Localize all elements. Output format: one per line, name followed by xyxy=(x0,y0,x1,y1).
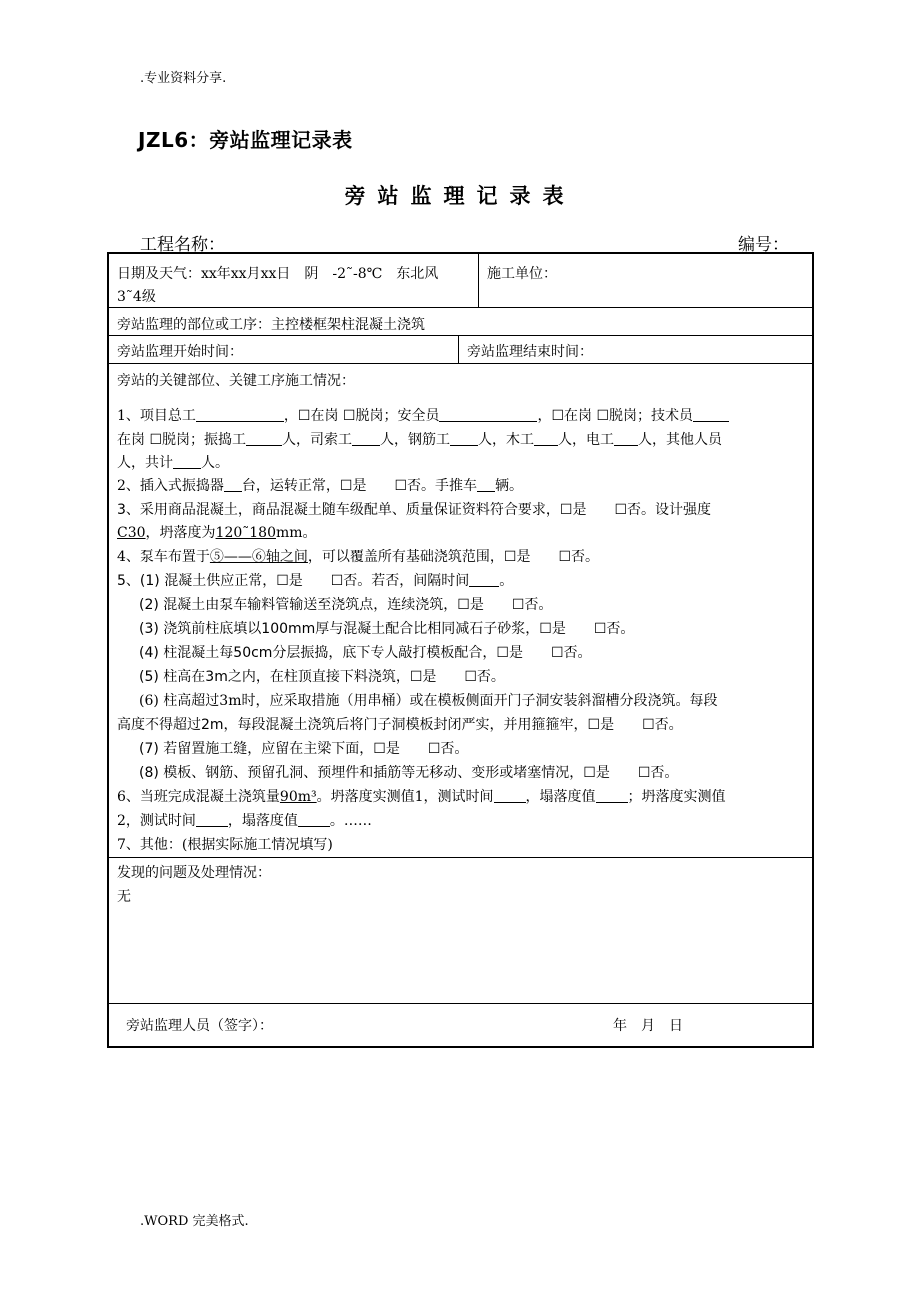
slump-range-value[interactable]: 120˜180 xyxy=(215,525,276,541)
item-5-3: (3) 浇筑前柱底填以100mm厚与混凝土配合比相同减石子砂浆，☐是 ☐否。 xyxy=(139,621,635,637)
item-3-mid: ，坍落度为 xyxy=(145,525,216,541)
item-6-text-b: 。坍落度实测值1，测试时间 xyxy=(316,789,494,805)
item-6-line-2-a: 2，测试时间 xyxy=(117,813,196,829)
item-1-text: 1、项目总工 xyxy=(117,408,196,424)
item-4 xyxy=(117,546,599,566)
item-3-unit: mm。 xyxy=(275,525,317,541)
sign-date-label: 年 月 日 xyxy=(613,1018,683,1034)
item-1-line-3 xyxy=(117,452,229,472)
form-title: 旁站监理记录表 xyxy=(344,183,576,208)
supervised-part-text: 旁站监理的部位或工序：主控楼框架柱混凝土浇筑 xyxy=(117,317,425,333)
slump-value-2-blank[interactable] xyxy=(298,812,330,827)
item-3-line-1: 3、采用商品混凝土，商品混凝土随车级配单、质量保证资料符合要求，☐是 ☐否。设计强度 xyxy=(117,502,712,518)
document-heading: JZL6：旁站监理记录表 xyxy=(138,128,353,152)
carpenter-blank[interactable] xyxy=(534,431,558,446)
end-time-label: 旁站监理结束时间： xyxy=(467,344,593,360)
total-workers-blank[interactable] xyxy=(173,454,201,469)
end-time-cell[interactable] xyxy=(459,336,812,363)
pump-axis-value[interactable]: ⑤——⑥轴之间 xyxy=(209,549,308,565)
item-1-text-c: ，☐在岗 ☐脱岗；技术员 xyxy=(537,408,694,424)
item-5-1-end: 。 xyxy=(499,573,514,589)
item-5-6-line-2: 高度不得超过2m，每段混凝土浇筑后将门子洞模板封闭严实，并用箍箍牢，☐是 ☐否。 xyxy=(117,717,683,733)
item-6-line-2-c: 。…… xyxy=(329,813,372,829)
item-6-line-2 xyxy=(117,810,372,830)
signature-label: 旁站监理人员（签字）： xyxy=(126,1018,273,1034)
key-situation-section xyxy=(109,364,812,858)
item-1-line-2-f: 人，其他人员 xyxy=(638,432,723,448)
issues-value: 无 xyxy=(117,889,131,905)
key-situation-label: 旁站的关键部位、关键工序施工情况： xyxy=(117,373,355,389)
slump-value-1-blank[interactable] xyxy=(596,788,628,803)
item-5-4: (4) 柱混凝土每50cm分层振捣，底下专人敲打模板配合，☐是 ☐否。 xyxy=(139,645,592,661)
item-1-line-2-d: 人，木工 xyxy=(478,432,535,448)
signature-row[interactable] xyxy=(109,1004,812,1046)
vibrator-count-blank[interactable] xyxy=(224,477,242,492)
item-5-1 xyxy=(117,570,513,590)
design-strength-value[interactable]: C30 xyxy=(117,525,146,541)
test-time-1-blank[interactable] xyxy=(494,788,526,803)
item-5-1-text: 5、(1) 混凝土供应正常，☐是 ☐否。若否，间隔时间 xyxy=(117,573,470,589)
cart-count-blank[interactable] xyxy=(477,477,495,492)
item-1-line-2-e: 人，电工 xyxy=(558,432,615,448)
technician-blank[interactable] xyxy=(693,407,729,422)
item-1-line-2-a: 在岗 ☐脱岗；振捣工 xyxy=(117,432,247,448)
item-4-text: 4、泵车布置于 xyxy=(117,549,210,565)
issues-label: 发现的问题及处理情况： xyxy=(117,865,271,881)
project-name-label: 工程名称： xyxy=(140,235,225,255)
item-6-line-1 xyxy=(117,786,726,806)
start-time-cell[interactable] xyxy=(109,336,459,363)
header-note: .专业资料分享. xyxy=(140,71,227,86)
item-5-6-line-1: (6) 柱高超过3m时，应采取措施（用串桶）或在模板侧面开门子洞安装斜溜槽分段浇筑。每段 xyxy=(139,693,718,709)
time-row xyxy=(109,336,812,364)
supervision-record-form xyxy=(107,252,814,1048)
item-1-line-2-c: 人，钢筋工 xyxy=(380,432,451,448)
rebar-worker-blank[interactable] xyxy=(450,431,478,446)
item-6-text-c: ，塌落度值 xyxy=(525,789,596,805)
chief-engineer-blank[interactable] xyxy=(196,407,284,422)
vibrator-worker-blank[interactable] xyxy=(246,431,282,446)
item-1-text-b: ，☐在岗 ☐脱岗；安全员 xyxy=(283,408,440,424)
item-1-line-2 xyxy=(117,429,722,449)
item-1-line-3-a: 人，共计 xyxy=(117,455,173,471)
date-weather-text: 日期及天气：xx年xx月xx日 阴 -2˜-8℃ 东北风 xyxy=(117,266,439,282)
item-5-5: (5) 柱高在3m之内，在柱顶直接下料浇筑，☐是 ☐否。 xyxy=(139,669,505,685)
item-3-line-2 xyxy=(117,522,317,542)
footer-note: .WORD 完美格式. xyxy=(140,1214,249,1229)
item-6-line-2-b: ，塌落度值 xyxy=(227,813,298,829)
test-time-2-blank[interactable] xyxy=(196,812,228,827)
item-7: 7、其他：(根据实际施工情况填写) xyxy=(117,837,333,853)
supervised-part-row[interactable] xyxy=(109,308,812,336)
item-1-line-1 xyxy=(117,405,729,425)
pour-volume-value[interactable]: 90m³ xyxy=(279,789,317,805)
construction-unit-label: 施工单位： xyxy=(487,266,557,282)
start-time-label: 旁站监理开始时间： xyxy=(117,344,243,360)
interval-time-blank[interactable] xyxy=(469,572,499,587)
item-2 xyxy=(117,475,523,495)
item-5-2: (2) 混凝土由泵车输料管输送至浇筑点，连续浇筑，☐是 ☐否。 xyxy=(139,597,553,613)
item-2-text-c: 辆。 xyxy=(495,478,524,494)
electrician-blank[interactable] xyxy=(614,431,638,446)
issues-section[interactable] xyxy=(109,858,812,1004)
item-2-text-b: 台，运转正常，☐是 ☐否。手推车 xyxy=(241,478,478,494)
item-5-8: (8) 模板、钢筋、预留孔洞、预埋件和插筋等无移动、变形或堵塞情况，☐是 ☐否。 xyxy=(139,765,679,781)
item-5-7: (7) 若留置施工缝，应留在主梁下面，☐是 ☐否。 xyxy=(139,741,469,757)
item-6-text: 6、当班完成混凝土浇筑量 xyxy=(117,789,280,805)
item-6-text-d: ；坍落度实测值 xyxy=(627,789,726,805)
item-4-text-b: ，可以覆盖所有基础浇筑范围，☐是 ☐否。 xyxy=(307,549,600,565)
date-weather-row xyxy=(109,254,812,308)
rigger-blank[interactable] xyxy=(352,431,380,446)
date-weather-cell[interactable] xyxy=(109,254,479,307)
date-weather-text-cont: 3˜4级 xyxy=(117,289,156,305)
safety-officer-blank[interactable] xyxy=(439,407,537,422)
serial-number-label: 编号： xyxy=(738,235,789,255)
construction-unit-cell[interactable] xyxy=(479,254,812,307)
item-1-line-2-b: 人，司索工 xyxy=(282,432,353,448)
item-2-text: 2、插入式振捣器 xyxy=(117,478,224,494)
item-1-line-3-b: 人。 xyxy=(201,455,229,471)
